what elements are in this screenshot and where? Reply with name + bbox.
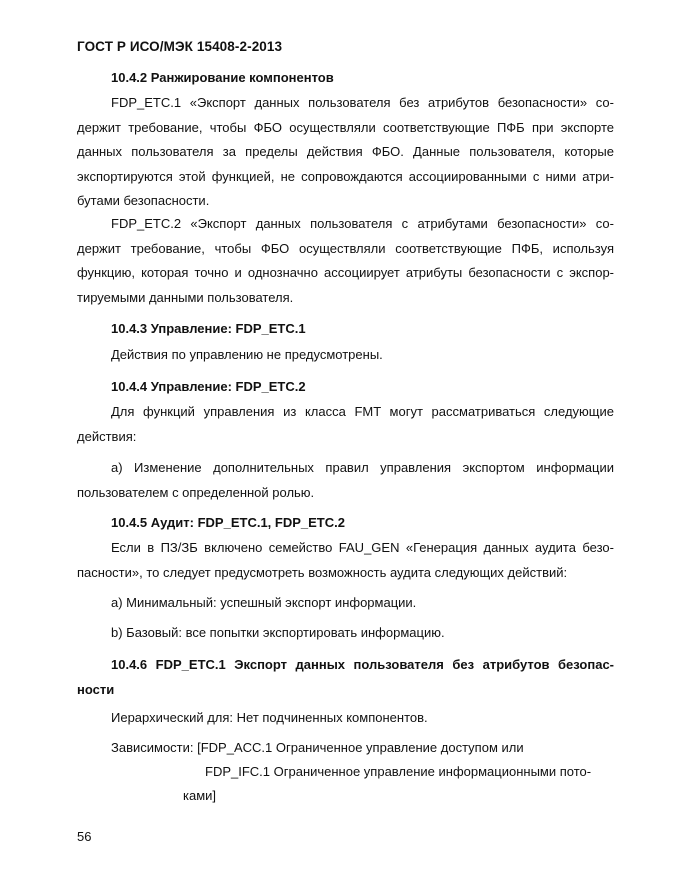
page-number: 56 — [77, 829, 92, 844]
section-heading-10-4-4: 10.4.4 Управление: FDP_ETC.2 — [111, 379, 306, 394]
text-line: FDP_ETC.2 «Экспорт данных пользователя с атрибутами безопасности» со- — [111, 216, 614, 231]
text-line: Если в ПЗ/ЗБ включено семейство FAU_GEN «Генерация данных аудита безо- — [111, 540, 614, 555]
component-hierarchy: Иерархический для: Нет подчиненных компонентов. — [111, 710, 428, 725]
text-line: действия: — [77, 428, 137, 444]
component-dependencies: Зависимости: [FDP_ACC.1 Ограниченное управление доступом или — [111, 740, 524, 755]
list-item-audit-b: b) Базовый: все попытки экспортировать информацию. — [111, 625, 445, 640]
section-heading-10-4-3: 10.4.3 Управление: FDP_ETC.1 — [111, 321, 306, 336]
text-line: a) Изменение дополнительных правил управления экспортом информации — [111, 460, 614, 475]
text-line: держит требование, чтобы ФБО осуществляли соответствующие ПФБ, используя — [77, 240, 614, 256]
text-line: экспортируются этой функцией, не сопровождаются ассоциированными с ними атри- — [77, 168, 614, 184]
list-item-audit-a: a) Минимальный: успешный экспорт информации. — [111, 595, 417, 610]
paragraph-management-etc1: Действия по управлению не предусмотрены. — [111, 347, 383, 362]
text-line: ности — [77, 681, 115, 697]
text-line: пользователем с определенной ролью. — [77, 484, 315, 500]
paragraph-ranking-etc1 — [77, 91, 614, 214]
text-line: Для функций управления из класса FMT могут рассматриваться следующие — [111, 404, 614, 419]
text-line: 10.4.6 FDP_ETC.1 Экспорт данных пользователя без атрибутов безопас- — [111, 657, 614, 672]
section-heading-10-4-2: 10.4.2 Ранжирование компонентов — [111, 70, 334, 85]
document-header: ГОСТ Р ИСО/МЭК 15408-2-2013 — [77, 39, 283, 54]
paragraph-ranking-etc2 — [77, 212, 614, 310]
component-dependencies-end: ками] — [183, 788, 217, 803]
text-line: бутами безопасности. — [77, 193, 210, 208]
component-dependencies-continued: FDP_IFC.1 Ограниченное управление информационными пото- — [205, 764, 592, 779]
list-item-management-a — [77, 456, 614, 505]
text-line: FDP_ETC.1 «Экспорт данных пользователя без атрибутов безопасности» со- — [111, 95, 614, 110]
section-heading-10-4-5: 10.4.5 Аудит: FDP_ETC.1, FDP_ETC.2 — [111, 515, 345, 530]
paragraph-audit — [77, 536, 614, 585]
text-line: пасности», то следует предусмотреть возможность аудита следующих действий: — [77, 564, 568, 580]
text-line: функцию, которая точно и однозначно ассоциирует атрибуты безопасности с экспор- — [77, 265, 614, 280]
paragraph-management-etc2 — [77, 400, 614, 449]
text-line: держит требование, чтобы ФБО осуществляли соответствующие ПФБ при экспорте — [77, 119, 614, 135]
text-line: данных пользователя за пределы действия ФБО. Данные пользователя, которые — [77, 144, 614, 159]
section-heading-10-4-6 — [77, 653, 614, 702]
text-line: тируемыми данными пользователя. — [77, 289, 294, 305]
